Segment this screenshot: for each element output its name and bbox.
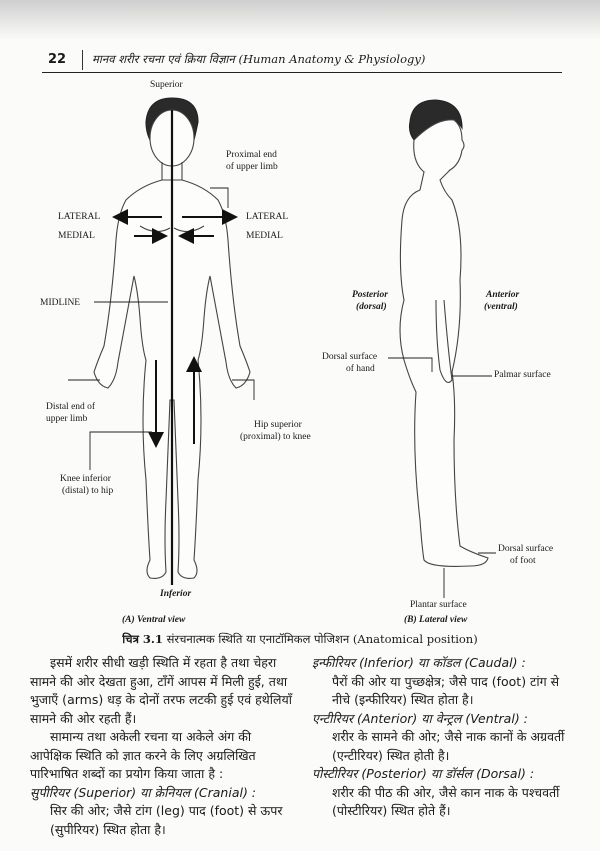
- right-text-column: [312, 654, 576, 821]
- label-anterior-2: (ventral): [484, 302, 518, 312]
- definition-inferior: पैरों की ओर या पुच्छक्षेत्र; जैसे पाद (foot) टांग से नीचे (इन्फीरियर) स्थित होता है।: [332, 673, 560, 707]
- header-divider: [82, 50, 83, 70]
- page-number: 22: [48, 52, 67, 67]
- definition-superior: सिर की ओर; जैसे टांग (leg) पाद (foot) से ऊपर (सुपीरियर) स्थित होता है।: [50, 803, 283, 837]
- term-inferior: इन्फीरियर (Inferior) या कॉडल (Caudal) :: [312, 655, 526, 670]
- label-posterior-2: (dorsal): [356, 302, 387, 312]
- label-plantar: Plantar surface: [410, 600, 467, 610]
- label-dorsal-hand-1: Dorsal surface: [322, 352, 378, 362]
- label-medial-right: MEDIAL: [246, 231, 283, 241]
- label-distal-end-2: upper limb: [46, 414, 88, 424]
- term-posterior: पोस्टीरियर (Posterior) या डॉर्सल (Dorsal) :: [312, 766, 535, 781]
- definition-posterior: शरीर की पीठ की ओर, जैसे कान नाक के पश्चवर्ती (पोस्टीरियर) स्थित होते हैं।: [332, 784, 560, 818]
- label-proximal-end-2: of upper limb: [226, 162, 278, 172]
- paragraph-1: इसमें शरीर सीधी खड़ी स्थिति में रहता है तथा चेहरा सामने की ओर देखता हुआ, टाँगें आपस में मिली हुई, तथा भुजाएँ (arms) धड़ के दोनों तरफ लटकी हुई एवं हथेलियाँ सामने की ओर रहती हैं।: [30, 655, 292, 726]
- label-palmar: Palmar surface: [494, 370, 551, 380]
- label-ventral-view: (A) Ventral view: [122, 615, 186, 625]
- term-anterior: एन्टीरियर (Anterior) या वेन्ट्रल (Ventral) :: [312, 710, 528, 726]
- label-superior: Superior: [150, 80, 183, 90]
- label-posterior-1: Posterior: [352, 290, 388, 300]
- running-title: मानव शरीर रचना एवं क्रिया विज्ञान (Human Anatomy & Physiology): [92, 52, 426, 66]
- label-midline: MIDLINE: [40, 298, 81, 308]
- label-hip-superior-1: Hip superior: [254, 420, 302, 430]
- label-dorsal-foot-2: of foot: [510, 556, 536, 566]
- label-lateral-right: LATERAL: [246, 212, 289, 222]
- label-knee-inferior-2: (distal) to hip: [62, 486, 114, 496]
- label-distal-end-1: Distal end of: [46, 402, 96, 412]
- label-lateral-view: (B) Lateral view: [404, 615, 468, 625]
- paragraph-2: सामान्य तथा अकेली रचना या अकेले अंग की आपेक्षिक स्थिति को ज्ञात करने के लिए अग्रलिखित पारिभाषित शब्दों का प्रयोग किया जाता है :: [30, 729, 256, 781]
- caption-text: संरचनात्मक स्थिति या एनाटॉमिकल पोजिशन (Anatomical position): [162, 632, 478, 646]
- label-hip-superior-2: (proximal) to knee: [240, 432, 311, 442]
- page-header: [42, 46, 562, 73]
- term-superior: सुपीरियर (Superior) या क्रेनियल (Cranial) :: [30, 784, 257, 800]
- left-text-column: [30, 654, 296, 839]
- figure-caption: [0, 632, 600, 647]
- definition-anterior: शरीर के सामने की ओर; जैसे नाक कानों के अग्रवर्ती (एन्टीरियर) स्थित होती है।: [332, 729, 565, 763]
- lateral-body-outline: [400, 100, 488, 566]
- label-inferior: Inferior: [160, 589, 192, 599]
- label-knee-inferior-1: Knee inferior: [60, 474, 111, 484]
- label-dorsal-foot-1: Dorsal surface: [498, 544, 554, 554]
- label-lateral-left: LATERAL: [58, 212, 101, 222]
- caption-number: चित्र 3.1: [122, 632, 163, 646]
- label-proximal-end-1: Proximal end: [226, 150, 277, 160]
- label-dorsal-hand-2: of hand: [346, 364, 375, 374]
- scan-shadow: [0, 0, 600, 40]
- label-anterior-1: Anterior: [486, 290, 520, 300]
- label-medial-left: MEDIAL: [58, 231, 95, 241]
